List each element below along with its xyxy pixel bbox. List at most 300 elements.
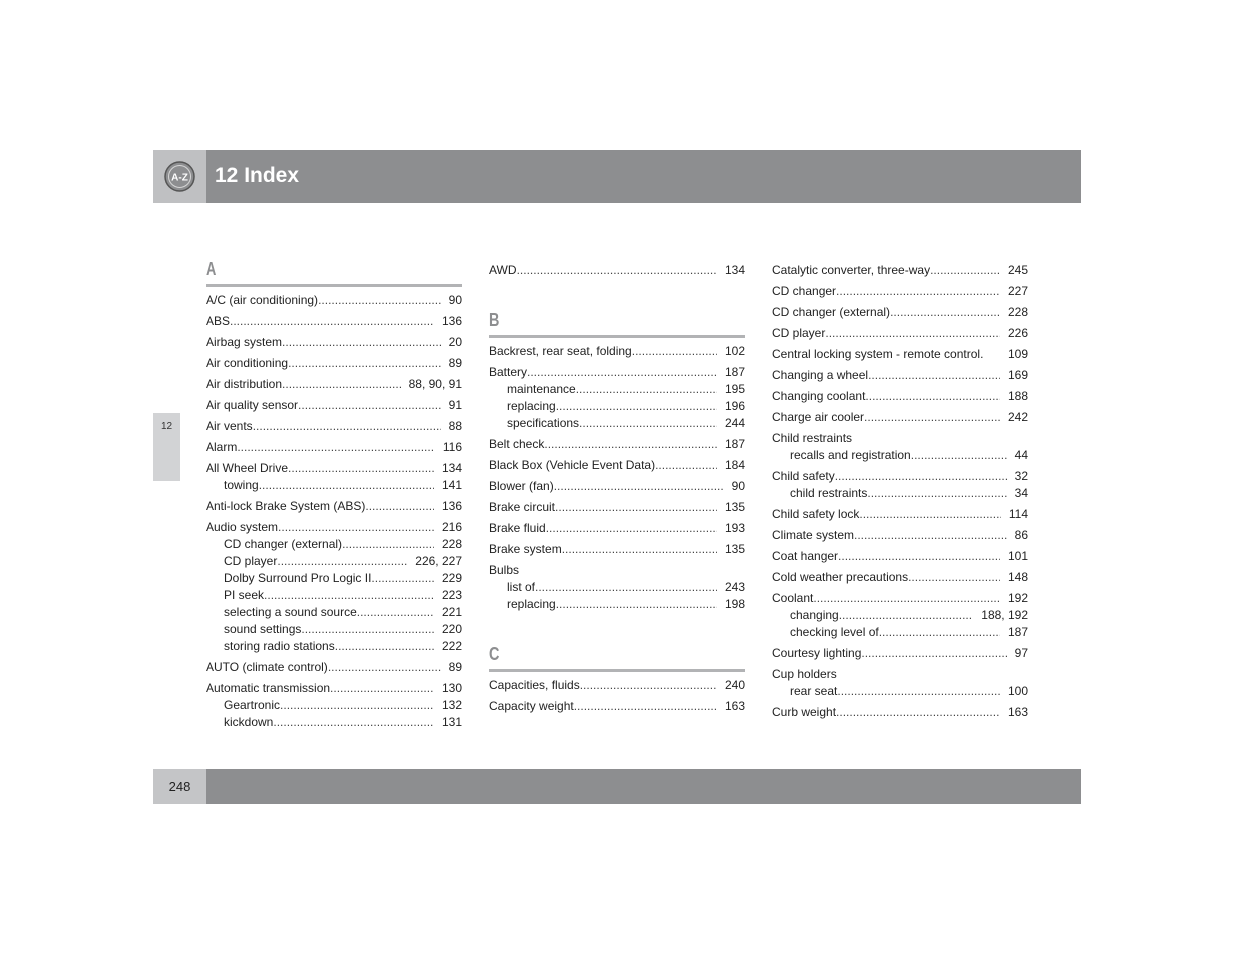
index-subentry xyxy=(206,638,462,655)
entry-title: Battery xyxy=(489,365,528,379)
entry-title: Child restraints xyxy=(772,431,853,445)
index-icon-box xyxy=(153,150,206,203)
index-entry xyxy=(772,704,1028,721)
index-entry xyxy=(489,262,745,279)
entry-title: CD changer (external) xyxy=(772,305,891,319)
dot-leader xyxy=(330,680,434,697)
svg-text:A-Z: A-Z xyxy=(171,172,188,184)
entry-title: changing xyxy=(790,608,839,622)
entry-page: 141 xyxy=(441,478,462,492)
index-entry xyxy=(489,364,745,432)
dot-leader xyxy=(861,645,1006,662)
dot-leader xyxy=(328,659,441,676)
index-entry-line xyxy=(489,698,745,715)
dot-leader xyxy=(859,506,1000,523)
index-entry-line xyxy=(772,468,1028,485)
index-subentry xyxy=(206,570,462,587)
entry-page: 44 xyxy=(1014,448,1028,462)
entry-title: Brake circuit xyxy=(489,500,556,514)
entry-title: Air vents xyxy=(206,419,253,433)
entry-page: 169 xyxy=(1007,368,1028,382)
entry-page: 102 xyxy=(724,344,745,358)
entry-title: AWD xyxy=(489,263,517,277)
index-entry xyxy=(206,355,462,372)
dot-leader xyxy=(813,590,1000,607)
entry-page: 226 xyxy=(1007,326,1028,340)
section-letter-a xyxy=(206,258,462,287)
section-gap xyxy=(489,279,745,309)
index-entry-line xyxy=(772,409,1028,426)
entry-page: 89 xyxy=(448,356,462,370)
dot-leader xyxy=(555,499,717,516)
entry-title: Child safety lock xyxy=(772,507,860,521)
page-number: 248 xyxy=(168,779,191,794)
dot-leader xyxy=(273,714,434,731)
entry-title: maintenance xyxy=(507,382,576,396)
dot-leader xyxy=(556,398,717,415)
index-entry xyxy=(489,457,745,474)
dot-leader xyxy=(301,621,434,638)
dot-leader xyxy=(298,397,441,414)
index-entry-line xyxy=(206,376,462,393)
entry-title: storing radio stations xyxy=(224,639,335,653)
entry-title: Belt check xyxy=(489,437,545,451)
dot-leader xyxy=(277,553,407,570)
entry-title: towing xyxy=(224,478,259,492)
dot-leader xyxy=(230,313,434,330)
index-entry xyxy=(772,430,1028,464)
index-entry-line xyxy=(489,677,745,694)
entry-title: Black Box (Vehicle Event Data) xyxy=(489,458,656,472)
entry-title: Backrest, rear seat, folding xyxy=(489,344,632,358)
index-entry xyxy=(206,397,462,414)
entry-title: Courtesy lighting xyxy=(772,646,862,660)
entry-title: selecting a sound source xyxy=(224,605,357,619)
index-subentry xyxy=(772,485,1028,502)
index-subentry xyxy=(489,596,745,613)
entry-page: 32 xyxy=(1014,469,1028,483)
entry-title: replacing xyxy=(507,399,556,413)
index-entry xyxy=(206,519,462,655)
index-entry-line xyxy=(206,519,462,536)
entry-title: PI seek xyxy=(224,588,265,602)
index-entry-line xyxy=(206,439,462,456)
entry-title: Child safety xyxy=(772,469,835,483)
index-entry xyxy=(772,388,1028,405)
dot-leader xyxy=(868,367,1000,384)
entry-page: 136 xyxy=(441,314,462,328)
page-footer xyxy=(153,769,1081,804)
entry-page: 244 xyxy=(724,416,745,430)
dot-leader xyxy=(288,460,434,477)
index-entry xyxy=(772,527,1028,544)
entry-title: ABS xyxy=(206,314,231,328)
index-entry-line xyxy=(772,590,1028,607)
entry-title: recalls and registration xyxy=(790,448,911,462)
dot-leader xyxy=(908,569,1000,586)
index-entry-line xyxy=(206,460,462,477)
index-entry xyxy=(772,325,1028,342)
index-entry-line xyxy=(772,388,1028,405)
index-entry xyxy=(772,409,1028,426)
index-subentry xyxy=(206,536,462,553)
index-entry-line xyxy=(489,262,745,279)
index-entry xyxy=(206,334,462,351)
chapter-title: 12 Index xyxy=(215,164,300,187)
entry-page: 131 xyxy=(441,715,462,729)
entry-page: 134 xyxy=(724,263,745,277)
entry-page: 223 xyxy=(441,588,462,602)
dot-leader xyxy=(825,325,1000,342)
index-entry-line xyxy=(206,334,462,351)
entry-page: 187 xyxy=(1007,625,1028,639)
dot-leader xyxy=(854,527,1007,544)
index-entry-line xyxy=(489,562,745,579)
section-gap xyxy=(489,613,745,643)
dot-leader xyxy=(930,262,1000,279)
entry-page: 192 xyxy=(1007,591,1028,605)
index-column-2 xyxy=(489,258,745,715)
entry-title: Automatic transmission xyxy=(206,681,331,695)
entry-page: 220 xyxy=(441,622,462,636)
entry-title: AUTO (climate control) xyxy=(206,660,328,674)
index-entry-line xyxy=(772,506,1028,523)
index-subentry xyxy=(489,415,745,432)
entry-page: 114 xyxy=(1008,507,1028,521)
entry-page: 188, 192 xyxy=(981,608,1028,622)
index-column-3 xyxy=(772,258,1028,721)
index-subentry xyxy=(206,621,462,638)
entry-page: 86 xyxy=(1014,528,1028,542)
index-entry-line xyxy=(772,704,1028,721)
index-subentry xyxy=(206,587,462,604)
dot-leader xyxy=(836,704,1000,721)
entry-page: 193 xyxy=(724,521,745,535)
index-entry xyxy=(489,562,745,613)
index-entry xyxy=(206,659,462,676)
index-entry-line xyxy=(772,569,1028,586)
index-entry-line xyxy=(489,520,745,537)
entry-page: 187 xyxy=(724,365,745,379)
entry-title: Geartronic xyxy=(224,698,281,712)
entry-title: Capacity weight xyxy=(489,699,574,713)
dot-leader xyxy=(237,439,435,456)
entry-title: checking level of xyxy=(790,625,879,639)
index-entry-line xyxy=(489,478,745,495)
entry-title: Central locking system - remote control. xyxy=(772,347,984,361)
entry-page: 240 xyxy=(724,678,745,692)
entry-page: 245 xyxy=(1007,263,1028,277)
index-entry-line xyxy=(206,680,462,697)
entry-page: 135 xyxy=(724,542,745,556)
dot-leader xyxy=(837,683,1000,700)
section-letter-b xyxy=(489,309,745,338)
chapter-side-tab xyxy=(153,413,180,481)
index-entry xyxy=(206,680,462,731)
entry-page: 222 xyxy=(441,639,462,653)
index-entry xyxy=(489,436,745,453)
dot-leader xyxy=(259,477,434,494)
index-entry-line xyxy=(489,499,745,516)
entry-title: Airbag system xyxy=(206,335,283,349)
dot-leader xyxy=(867,485,1006,502)
index-entry-line xyxy=(772,346,1028,363)
dot-leader xyxy=(288,355,441,372)
index-subentry xyxy=(772,624,1028,641)
entry-page: 226, 227 xyxy=(415,554,462,568)
dot-leader xyxy=(890,304,1000,321)
entry-page: 134 xyxy=(441,461,462,475)
entry-title: CD changer (external) xyxy=(224,537,343,551)
dot-leader xyxy=(335,638,434,655)
dot-leader xyxy=(282,376,401,393)
entry-title: Changing coolant xyxy=(772,389,866,403)
dot-leader xyxy=(357,604,434,621)
entry-page: 187 xyxy=(724,437,745,451)
entry-page: 216 xyxy=(441,520,462,534)
index-subentry xyxy=(772,607,1028,624)
entry-page: 227 xyxy=(1007,284,1028,298)
entry-title: Anti-lock Brake System (ABS) xyxy=(206,499,366,513)
entry-page: 116 xyxy=(442,440,462,454)
index-column-1 xyxy=(206,258,462,731)
entry-title: Changing a wheel xyxy=(772,368,869,382)
entry-page: 243 xyxy=(724,580,745,594)
entry-page: 228 xyxy=(1007,305,1028,319)
entry-page: 136 xyxy=(441,499,462,513)
index-entry xyxy=(206,376,462,393)
dot-leader xyxy=(574,698,717,715)
entry-title: CD player xyxy=(772,326,826,340)
side-tab-label: 12 xyxy=(160,421,173,432)
dot-leader xyxy=(544,436,717,453)
index-subentry xyxy=(206,714,462,731)
entry-title: kickdown xyxy=(224,715,274,729)
index-entry-line xyxy=(206,397,462,414)
dot-leader xyxy=(580,677,717,694)
dot-leader xyxy=(556,596,717,613)
index-entry-line xyxy=(772,645,1028,662)
dot-leader xyxy=(562,541,717,558)
index-entry-line xyxy=(489,343,745,360)
entry-page: 228 xyxy=(441,537,462,551)
entry-title: rear seat xyxy=(790,684,838,698)
dot-leader xyxy=(579,415,717,432)
dot-leader xyxy=(365,498,434,515)
index-entry-line xyxy=(489,436,745,453)
index-entry xyxy=(489,520,745,537)
entry-page: 88, 90, 91 xyxy=(408,377,462,391)
dot-leader xyxy=(371,570,434,587)
entry-title: All Wheel Drive xyxy=(206,461,289,475)
dot-leader xyxy=(278,519,434,536)
index-entry xyxy=(772,283,1028,300)
dot-leader xyxy=(280,697,434,714)
index-entry-line xyxy=(772,527,1028,544)
entry-page: 90 xyxy=(731,479,745,493)
index-entry xyxy=(489,698,745,715)
index-entry xyxy=(772,548,1028,565)
index-entry xyxy=(206,292,462,309)
index-entry xyxy=(772,346,1028,363)
entry-page: 109 xyxy=(1007,347,1028,361)
index-entry xyxy=(772,367,1028,384)
index-entry-line xyxy=(772,304,1028,321)
dot-leader xyxy=(835,468,1007,485)
entry-page: 20 xyxy=(448,335,462,349)
entry-title: Coolant xyxy=(772,591,814,605)
entry-page: 101 xyxy=(1007,549,1028,563)
entry-title: Blower (fan) xyxy=(489,479,554,493)
entry-page: 188 xyxy=(1007,389,1028,403)
entry-title: Charge air cooler xyxy=(772,410,865,424)
dot-leader xyxy=(864,409,1000,426)
entry-title: CD player xyxy=(224,554,278,568)
entry-title: Air quality sensor xyxy=(206,398,299,412)
entry-page: 132 xyxy=(441,698,462,712)
dot-leader xyxy=(554,478,724,495)
entry-page: 242 xyxy=(1007,410,1028,424)
entry-page: 148 xyxy=(1007,570,1028,584)
dot-leader xyxy=(546,520,717,537)
page-number-box xyxy=(153,769,206,804)
index-entry-line xyxy=(772,325,1028,342)
entry-page: 184 xyxy=(724,458,745,472)
entry-page: 34 xyxy=(1014,486,1028,500)
index-entry xyxy=(772,262,1028,279)
index-entry-line xyxy=(206,313,462,330)
index-entry-line xyxy=(489,457,745,474)
dot-leader xyxy=(879,624,1000,641)
index-entry-line xyxy=(489,364,745,381)
dot-leader xyxy=(838,548,1000,565)
entry-page: 130 xyxy=(441,681,462,695)
entry-title: Air conditioning xyxy=(206,356,289,370)
index-subentry xyxy=(772,447,1028,464)
entry-title: Brake system xyxy=(489,542,562,556)
entry-page: 100 xyxy=(1007,684,1028,698)
index-subentry xyxy=(206,553,462,570)
index-subentry xyxy=(206,604,462,621)
dot-leader xyxy=(911,447,1007,464)
index-entry-line xyxy=(206,418,462,435)
entry-title: Air distribution xyxy=(206,377,283,391)
entry-title: CD changer xyxy=(772,284,837,298)
entry-title: specifications xyxy=(507,416,580,430)
dot-leader xyxy=(839,607,974,624)
index-subentry xyxy=(206,697,462,714)
index-entry-line xyxy=(772,262,1028,279)
entry-title: Dolby Surround Pro Logic II xyxy=(224,571,372,585)
index-entry xyxy=(206,460,462,494)
dot-leader xyxy=(632,343,717,360)
index-entry xyxy=(772,590,1028,641)
index-entry-line xyxy=(206,498,462,515)
index-entry xyxy=(206,313,462,330)
dot-leader xyxy=(527,364,717,381)
index-entry xyxy=(489,499,745,516)
dot-leader xyxy=(342,536,434,553)
index-entry xyxy=(772,304,1028,321)
entry-title: sound settings xyxy=(224,622,302,636)
index-entry-line xyxy=(206,659,462,676)
entry-title: Catalytic converter, three-way xyxy=(772,263,931,277)
index-entry xyxy=(206,498,462,515)
entry-title: Alarm xyxy=(206,440,238,454)
index-subentry xyxy=(772,683,1028,700)
entry-title: Climate system xyxy=(772,528,855,542)
index-subentry xyxy=(206,477,462,494)
entry-title: list of xyxy=(507,580,536,594)
dot-leader xyxy=(282,334,441,351)
dot-leader xyxy=(253,418,441,435)
entry-title: Cup holders xyxy=(772,667,837,681)
entry-page: 196 xyxy=(724,399,745,413)
entry-page: 89 xyxy=(448,660,462,674)
entry-title: Bulbs xyxy=(489,563,520,577)
index-subentry xyxy=(489,579,745,596)
entry-page: 97 xyxy=(1014,646,1028,660)
entry-page: 221 xyxy=(441,605,462,619)
index-entry xyxy=(489,541,745,558)
dot-leader xyxy=(576,381,717,398)
entry-page: 90 xyxy=(448,293,462,307)
entry-title: child restraints xyxy=(790,486,868,500)
index-entry xyxy=(772,645,1028,662)
chapter-header xyxy=(153,150,1081,203)
entry-title: Curb weight xyxy=(772,705,837,719)
index-entry-line xyxy=(772,283,1028,300)
entry-page: 163 xyxy=(724,699,745,713)
entry-title: replacing xyxy=(507,597,556,611)
index-entry-line xyxy=(206,292,462,309)
index-entry xyxy=(489,478,745,495)
dot-leader xyxy=(517,262,717,279)
section-letter-text: B xyxy=(489,310,500,330)
entry-page: 163 xyxy=(1007,705,1028,719)
index-entry-line xyxy=(772,367,1028,384)
entry-page: 88 xyxy=(448,419,462,433)
index-entry xyxy=(772,468,1028,502)
dot-leader xyxy=(655,457,717,474)
index-entry xyxy=(772,569,1028,586)
index-entry xyxy=(772,666,1028,700)
entry-page: 198 xyxy=(724,597,745,611)
entry-title: Brake fluid xyxy=(489,521,546,535)
dot-leader xyxy=(318,292,441,309)
dot-leader xyxy=(865,388,1000,405)
entry-title: Cold weather precautions xyxy=(772,570,909,584)
a-z-index-icon xyxy=(163,160,196,193)
index-entry-line xyxy=(489,541,745,558)
entry-page: 91 xyxy=(448,398,462,412)
index-entry xyxy=(206,418,462,435)
index-entry xyxy=(489,343,745,360)
index-subentry xyxy=(489,381,745,398)
dot-leader xyxy=(836,283,1000,300)
entry-page: 195 xyxy=(724,382,745,396)
dot-leader xyxy=(264,587,434,604)
index-entry xyxy=(206,439,462,456)
entry-title: Capacities, fluids xyxy=(489,678,580,692)
section-letter-c xyxy=(489,643,745,672)
dot-leader xyxy=(535,579,717,596)
index-entry xyxy=(772,506,1028,523)
entry-title: Coat hanger xyxy=(772,549,839,563)
index-subentry xyxy=(489,398,745,415)
section-letter-text: C xyxy=(489,644,500,664)
index-entry-line xyxy=(206,355,462,372)
